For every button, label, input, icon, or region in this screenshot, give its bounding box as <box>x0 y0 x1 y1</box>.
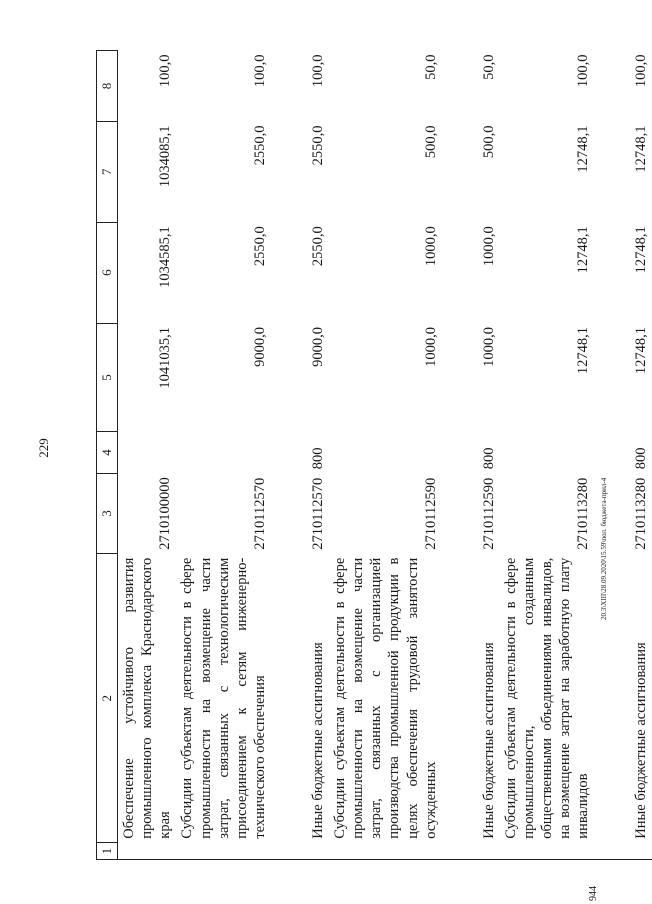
row-name: Субсидии субъектам деятельности в сфере промышленности на возмещение части затрат, связанных с технологическим присоединением к сетям инженерно-технического обеспечения <box>179 557 268 839</box>
row-v6: 2550,0 <box>309 226 326 267</box>
row-vr <box>118 432 177 473</box>
row-vr <box>176 432 271 473</box>
budget-table <box>96 50 652 860</box>
row-v7: 1034085,1 <box>157 125 174 188</box>
row-v7: 12748,1 <box>633 125 650 173</box>
row-v5: 9000,0 <box>251 327 268 367</box>
row-v6: 1000,0 <box>480 226 497 267</box>
row-vr: 800 <box>309 447 326 470</box>
row-code: 2710112570 <box>309 477 326 550</box>
row-vr: 800 <box>480 447 497 470</box>
row-code: 2710112570 <box>251 477 268 550</box>
table-row <box>594 51 652 860</box>
table-row <box>329 51 442 860</box>
row-v7: 2550,0 <box>251 125 268 166</box>
row-v8: 100,0 <box>575 54 592 88</box>
row-v8: 50,0 <box>422 54 439 80</box>
row-v5: 12748,1 <box>633 327 650 375</box>
table-row <box>271 51 329 860</box>
row-v8: 100,0 <box>309 54 326 88</box>
header-col-4: 4 <box>97 432 118 473</box>
row-code: 2710113280 <box>633 477 650 550</box>
row-vr <box>329 432 442 473</box>
row-v5: 1041035,1 <box>157 327 174 389</box>
row-v6: 1034585,1 <box>157 226 174 288</box>
header-col-5: 5 <box>97 323 118 432</box>
table-row <box>176 51 271 860</box>
header-col-7: 7 <box>97 121 118 222</box>
side-note: 20.3\XIII\28.09.2020\15.59\пол. бюджета-прил-4 <box>600 477 608 620</box>
table-row <box>118 51 177 860</box>
row-code: 2710112590 <box>480 477 497 550</box>
row-name: Субсидии субъектам деятельности в сфере промышленности, созданным общественными объединениями инвалидов, на возмещение затрат на заработную плату инвалидов <box>502 557 592 839</box>
row-v5: 1000,0 <box>422 327 439 367</box>
row-v8: 50,0 <box>480 54 497 80</box>
header-col-1: 1 <box>97 843 118 860</box>
row-name: Иные бюджетные ассигнования <box>633 642 650 839</box>
row-v6: 12748,1 <box>633 226 650 274</box>
row-name: Субсидии субъектам деятельности в сфере промышленности на возмещение части затрат, связанных с организацией производства промышленной продукции в целях обеспечения трудовой занятости осужденных <box>332 557 439 839</box>
page-number: 229 <box>35 438 51 458</box>
row-v5: 9000,0 <box>309 327 326 367</box>
row-name: Иные бюджетные ассигнования <box>480 642 497 839</box>
row-v7: 500,0 <box>422 125 439 159</box>
row-vr <box>500 432 595 473</box>
row-v8: 100,0 <box>251 54 268 88</box>
row-code: 2710112590 <box>422 477 439 550</box>
row-v7: 12748,1 <box>575 125 592 173</box>
row-v8: 100,0 <box>633 54 650 88</box>
row-name: Обеспечение устойчивого развития промышленного комплекса Краснодарского края <box>121 557 174 839</box>
row-v5: 12748,1 <box>575 327 592 375</box>
row-vr: 800 <box>633 447 650 470</box>
row-v5: 1000,0 <box>480 327 497 367</box>
row-name: Иные бюджетные ассигнования <box>309 642 326 839</box>
row-v6: 2550,0 <box>251 226 268 267</box>
header-col-2: 2 <box>97 554 118 843</box>
table-row <box>442 51 500 860</box>
header-col-8: 8 <box>97 51 118 122</box>
header-col-3: 3 <box>97 473 118 554</box>
header-col-6: 6 <box>97 222 118 323</box>
row-v6: 1000,0 <box>422 226 439 267</box>
row-code: 2710100000 <box>157 477 174 550</box>
row-v7: 2550,0 <box>309 125 326 166</box>
row-v7: 500,0 <box>480 125 497 159</box>
row-code: 2710113280 <box>575 477 592 550</box>
header-row <box>97 51 118 860</box>
table-row <box>500 51 595 860</box>
footer-number: 944 <box>588 886 599 901</box>
row-v8: 100,0 <box>157 54 174 88</box>
row-v6: 12748,1 <box>575 226 592 274</box>
